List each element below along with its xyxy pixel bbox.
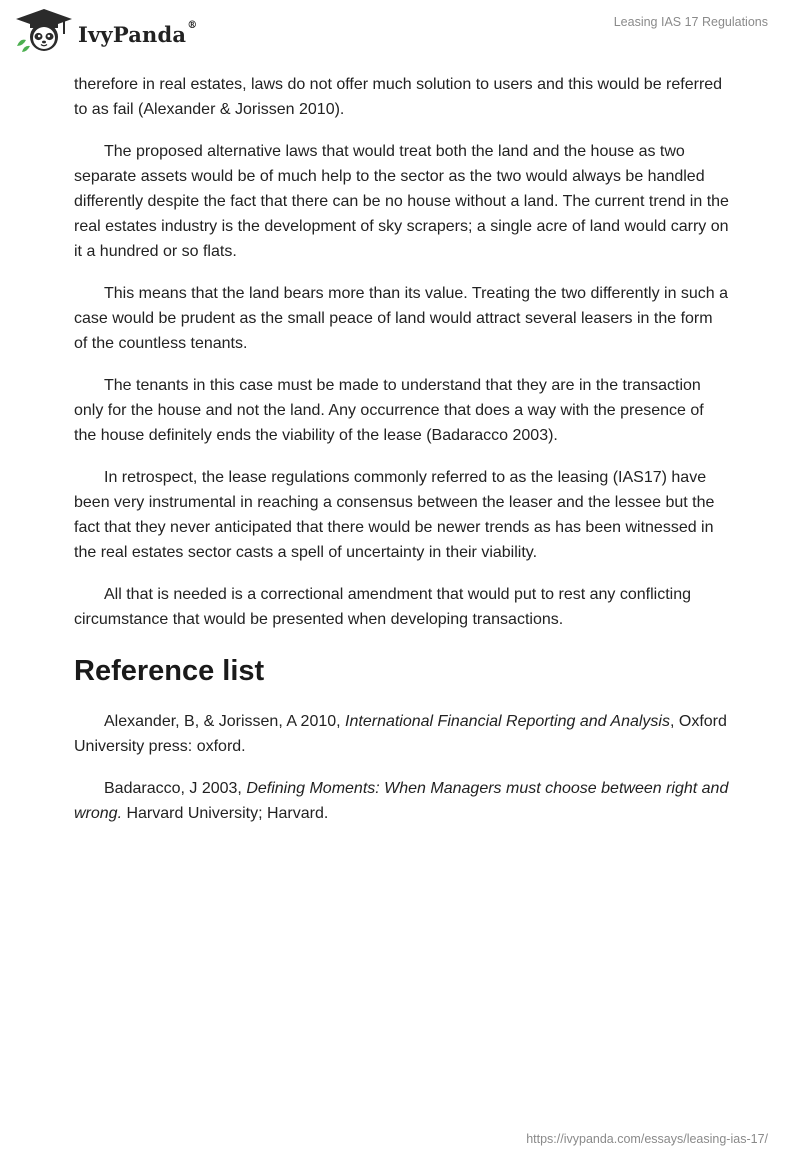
paragraph: The proposed alternative laws that would treat both the land and the house as two separate assets would be of much help to the sector as the two would always be handled differently despite the fact that there can be no house without a land. The current trend in the real estates industry is the development of sky scrapers; a single acre of land would carry on it a hundred or so flats.	[74, 143, 729, 260]
page-header	[0, 0, 800, 70]
reference-authors: Badaracco, J 2003,	[104, 780, 247, 797]
reference-publisher: , Oxford University press: oxford.	[74, 713, 727, 755]
paragraph: The tenants in this case must be made to understand that they are in the transaction only for the house and not the land. Any occurrence that does a way with the presence of the house definitely ends the viability of the lease (Badaracco 2003).	[74, 377, 704, 444]
document-title: Leasing IAS 17 Regulations	[613, 15, 768, 29]
paragraph: All that is needed is a correctional amendment that would put to rest any conflicting circumstance that would be presented when developing transactions.	[74, 586, 691, 628]
panda-graduate-icon	[14, 8, 74, 54]
reference-authors: Alexander, B, & Jorissen, A 2010,	[104, 713, 346, 730]
paragraph-continuation: therefore in real estates, laws do not offer much solution to users and this would be referred to as fail (Alexander & Jorissen 2010).	[74, 76, 723, 118]
reference-item	[74, 776, 730, 826]
paragraph: This means that the land bears more than its value. Treating the two differently in such a case would be prudent as the small peace of land would attract several leasers in the form of the countless tenants.	[74, 285, 729, 352]
reference-title: International Financial Reporting and Analysis	[345, 713, 670, 730]
reference-title: Defining Moments: When Managers must choose between right and wrong.	[74, 780, 729, 822]
paragraph: In retrospect, the lease regulations commonly referred to as the leasing (IAS17) have been very instrumental in reaching a consensus between the leaser and the lessee but the fact that they never anticipated that there would be newer trends as has been witnessed in the real estates sector casts a spell of uncertainty in their viability.	[74, 469, 715, 561]
reference-item	[74, 709, 730, 759]
source-url[interactable]: https://ivypanda.com/essays/leasing-ias-17/	[526, 1132, 768, 1146]
reference-publisher: Harvard University; Harvard.	[122, 805, 329, 822]
ivypanda-logo[interactable]	[14, 8, 204, 60]
registered-mark: ®	[187, 20, 198, 31]
reference-list-heading: Reference list	[74, 655, 265, 687]
essay-content	[74, 72, 730, 843]
brand-name: IvyPanda®	[78, 20, 198, 47]
